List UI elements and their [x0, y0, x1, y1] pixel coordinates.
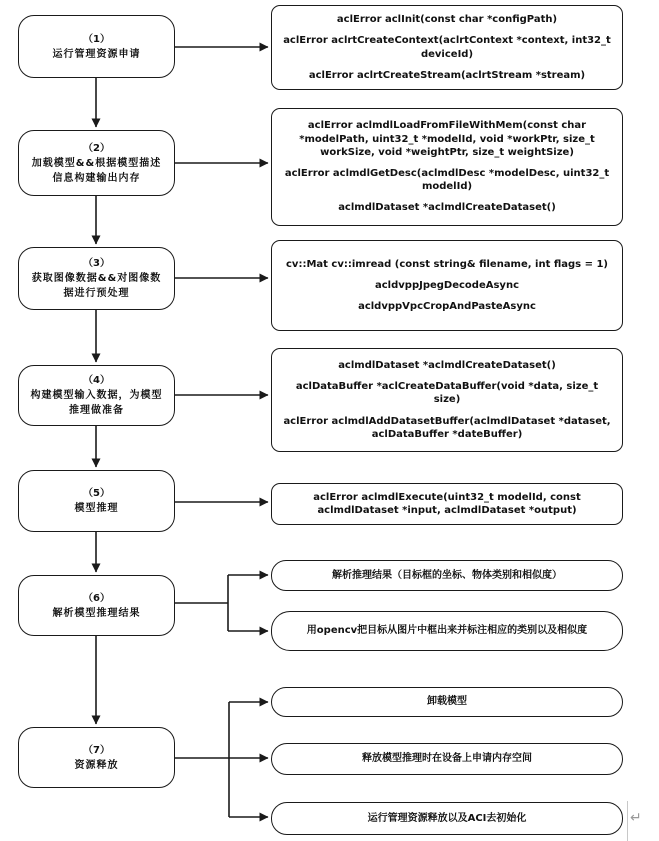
- api-line: acldvppJpegDecodeAsync: [375, 279, 519, 291]
- step-title: 构建模型输入数据，为模型推理做准备: [30, 390, 163, 416]
- step-number: （3）: [83, 258, 110, 269]
- api-line: aclDataBuffer *aclCreateDataBuffer(void *data, size_t size): [295, 381, 599, 406]
- step-title: 资源释放: [74, 759, 119, 771]
- api-box-step3: [271, 240, 623, 331]
- api-line: aclError aclmdlAddDatasetBuffer(aclmdlDataset *dataset, aclDataBuffer *dateBuffer): [283, 415, 611, 440]
- step-title: 加载模型&&根据模型描述信息构建输出内存: [31, 157, 162, 184]
- release-text: 释放模型推理时在设备上申请内存空间: [362, 753, 532, 765]
- flow-step-2: [18, 130, 175, 196]
- api-line: aclError aclInit(const char *configPath): [336, 14, 558, 26]
- flow-step-6: [18, 575, 175, 636]
- step-title: 获取图像数据&&对图像数据进行预处理: [31, 273, 162, 299]
- api-line: aclError aclmdlGetDesc(aclmdlDesc *modelDesc, uint32_t modelId): [284, 168, 610, 193]
- api-box-step2: [271, 108, 623, 226]
- api-line: acldvppVpcCropAndPasteAsync: [358, 301, 536, 313]
- api-line: aclError aclrtCreateContext(aclrtContext *context, int32_t deviceId): [283, 35, 611, 60]
- release-text: 卸载模型: [427, 696, 467, 708]
- text-boundary-line: [627, 801, 628, 841]
- step-title: 运行管理资源申请: [52, 48, 141, 60]
- step-number: （5）: [83, 488, 110, 499]
- step-number: （1）: [83, 33, 110, 45]
- result-text: 解析推理结果（目标框的坐标、物体类别和相似度）: [332, 569, 562, 581]
- api-line: aclmdlDataset *aclmdlCreateDataset(): [338, 360, 556, 372]
- result-box-opencv: [271, 611, 623, 651]
- release-box-unload-model: [271, 687, 623, 717]
- step-number: （7）: [83, 744, 110, 756]
- release-box-free-memory: [271, 743, 623, 775]
- flow-step-5: [18, 470, 175, 532]
- flow-step-3: [18, 247, 175, 310]
- api-box-step5: [271, 483, 623, 525]
- step-title: 解析模型推理结果: [52, 607, 141, 619]
- step-number: （4）: [83, 375, 110, 386]
- api-box-step4: [271, 348, 623, 452]
- flow-step-7: [18, 727, 175, 788]
- step-number: （6）: [83, 592, 110, 604]
- flow-step-1: [18, 15, 175, 78]
- api-line: aclError aclmdlExecute(uint32_t modelId, const aclmdlDataset *input, aclmdlDataset *output): [313, 491, 581, 516]
- result-box-parse: [271, 560, 623, 591]
- flow-step-4: [18, 365, 175, 426]
- release-text: 运行管理资源释放以及ACI去初始化: [367, 812, 527, 824]
- api-line: aclError aclmdlLoadFromFileWithMem(const char *modelPath, uint32_t *modelId, void *workPtr, size_t workSize, void *weightPtr, size_t weightSize): [299, 120, 595, 158]
- api-line: cv::Mat cv::imread (const string& filename, int flags = 1): [286, 258, 608, 270]
- api-line: aclmdlDataset *aclmdlCreateDataset(): [338, 202, 556, 214]
- api-box-step1: [271, 5, 623, 90]
- release-box-deinit: [271, 802, 623, 835]
- step-number: （2）: [83, 142, 110, 154]
- step-title: 模型推理: [74, 503, 119, 514]
- paragraph-return-icon: ↵: [630, 810, 642, 826]
- result-text: 用opencv把目标从图片中框出来并标注相应的类别以及相似度: [306, 625, 588, 637]
- api-line: aclError aclrtCreateStream(aclrtStream *stream): [308, 69, 586, 81]
